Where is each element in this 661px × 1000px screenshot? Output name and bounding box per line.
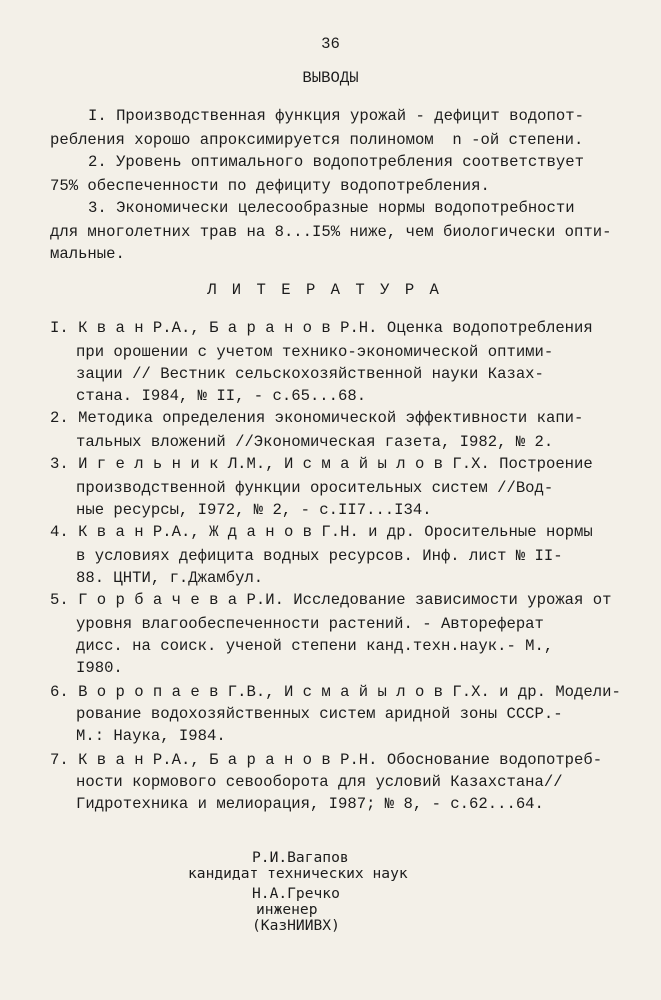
author-title: кандидат технических наук bbox=[188, 865, 408, 882]
reference-line: 2. Методика определения экономической эффективности капи- bbox=[50, 409, 584, 427]
reference-line: зации // Вестник сельскохозяйственной науки Казах- bbox=[76, 365, 544, 383]
reference-line: 4. К в а н Р.А., Ж д а н о в Г.Н. и др. Оросительные нормы bbox=[50, 523, 593, 541]
author-name: Н.А.Гречко bbox=[252, 885, 340, 902]
conclusion-line: 2. Уровень оптимального водопотребления соответствует bbox=[88, 153, 584, 171]
conclusion-line: ребления хорошо апроксимируется полиномом n -ой степени. bbox=[50, 131, 584, 149]
reference-line: рование водохозяйственных систем аридной зоны СССР.- bbox=[76, 705, 563, 723]
reference-line: 3. И г е л ь н и к Л.М., И с м а й ы л о в Г.Х. Построение bbox=[50, 455, 593, 473]
reference-line: ные ресурсы, I972, № 2, - с.II7...I34. bbox=[76, 501, 432, 519]
conclusion-line: 75% обеспеченности по дефициту водопотребления. bbox=[50, 177, 490, 195]
reference-line: в условиях дефицита водных ресурсов. Инф. лист № II- bbox=[76, 547, 563, 565]
reference-line: 88. ЦНТИ, г.Джамбул. bbox=[76, 569, 264, 587]
reference-line: I. К в а н Р.А., Б а р а н о в Р.Н. Оценка водопотребления bbox=[50, 319, 593, 337]
reference-line: 7. К в а н Р.А., Б а р а н о в Р.Н. Обоснование водопотреб- bbox=[50, 751, 603, 769]
author-title: инженер bbox=[256, 901, 318, 918]
reference-line: тальных вложений //Экономическая газета, I982, № 2. bbox=[76, 433, 554, 451]
conclusion-line: мальные. bbox=[50, 245, 125, 263]
reference-line: при орошении с учетом технико-экономической оптими- bbox=[76, 343, 554, 361]
conclusion-line: 3. Экономически целесообразные нормы водопотребности bbox=[88, 199, 575, 217]
literature-heading: Л И Т Е Р А Т У Р А bbox=[207, 281, 442, 299]
conclusion-line: для многолетних трав на 8...I5% ниже, чем биологически опти- bbox=[50, 223, 612, 241]
reference-line: стана. I984, № II, - с.65...68. bbox=[76, 387, 367, 405]
reference-line: I980. bbox=[76, 659, 123, 677]
conclusions-heading: ВЫВОДЫ bbox=[302, 69, 359, 87]
organization: (КазНИИВХ) bbox=[252, 917, 340, 934]
reference-line: 5. Г о р б а ч е в а Р.И. Исследование зависимости урожая от bbox=[50, 591, 612, 609]
reference-line: Гидротехника и мелиорация, I987; № 8, - с.62...64. bbox=[76, 795, 544, 813]
reference-line: уровня влагообеспеченности растений. - Автореферат bbox=[76, 615, 544, 633]
author-name: Р.И.Вагапов bbox=[252, 849, 349, 866]
reference-line: 6. В о р о п а е в Г.В., И с м а й ы л о в Г.Х. и др. Модели- bbox=[50, 683, 621, 701]
page-number: 36 bbox=[321, 35, 340, 53]
conclusion-line: I. Производственная функция урожай - дефицит водопот- bbox=[88, 107, 584, 125]
reference-line: М.: Наука, I984. bbox=[76, 727, 226, 745]
reference-line: дисс. на соиск. ученой степени канд.техн.наук.- М., bbox=[76, 637, 554, 655]
reference-line: производственной функции оросительных систем //Вод- bbox=[76, 479, 554, 497]
reference-line: ности кормового севооборота для условий Казахстана// bbox=[76, 773, 563, 791]
